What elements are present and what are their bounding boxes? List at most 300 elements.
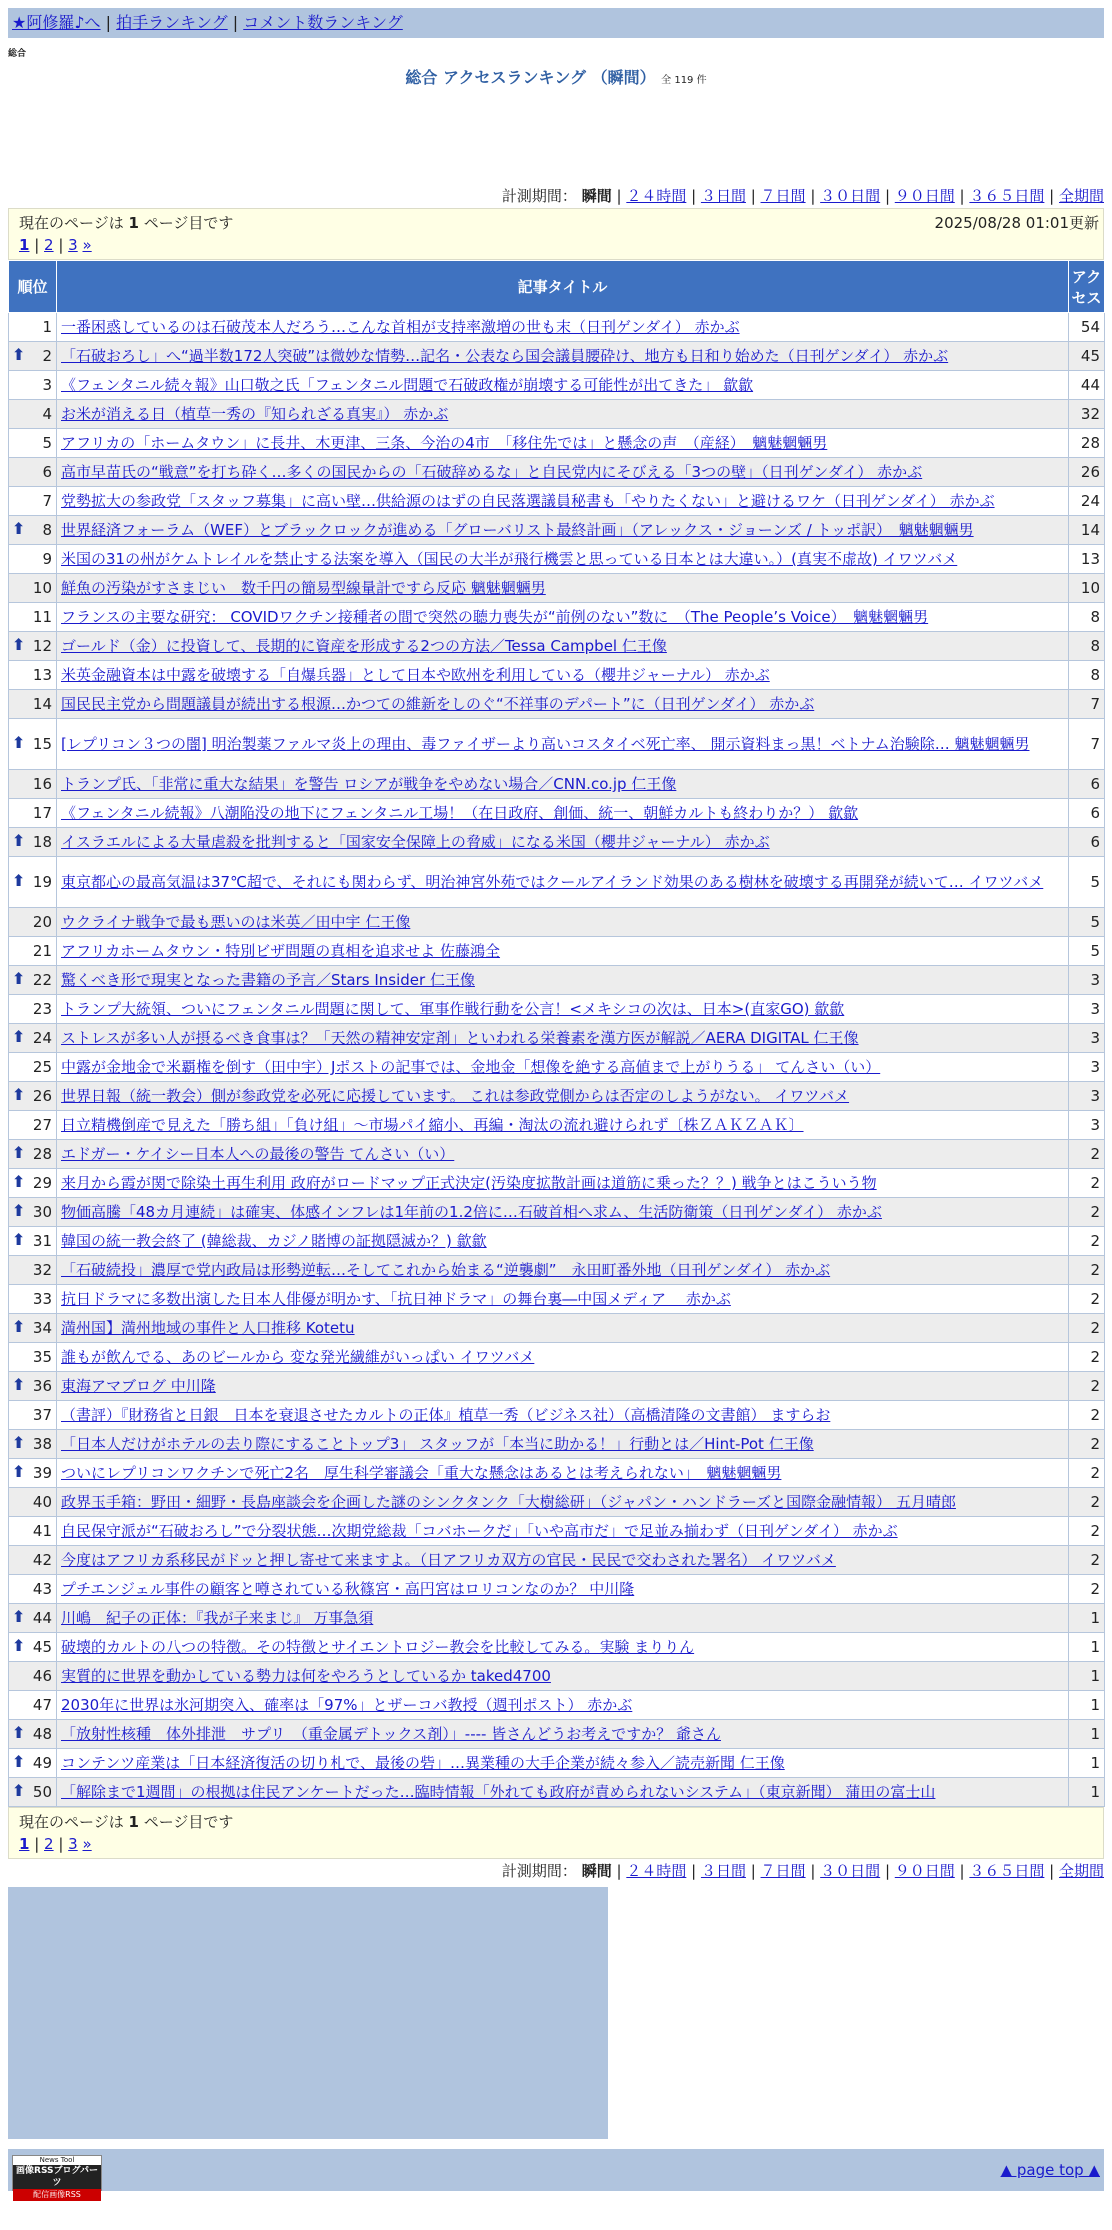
logo-line1: News Tool [39,2156,75,2164]
rank-number: 18 [32,833,52,851]
article-title-link[interactable]: 「石破続投」濃厚で党内政局は形勢逆転…そしてこれから始まる“逆襲劇” 永田町番外地（日刊ゲンダイ） 赤かぶ [61,1261,831,1279]
access-count: 1 [1069,1633,1105,1662]
access-count: 2 [1069,1488,1105,1517]
rank-number: 41 [32,1522,52,1540]
access-count: 2 [1069,1459,1105,1488]
access-count: 2 [1069,1430,1105,1459]
access-count: 44 [1069,371,1105,400]
rank-cell [9,1662,57,1691]
access-count: 3 [1069,966,1105,995]
article-title-link[interactable]: 《フェンタニル続々報》山口敬之氏「フェンタニル問題で石破政権が崩壊する可能性が出てきた」 歙歙 [61,376,754,394]
table-row [9,516,1105,545]
article-title-link[interactable]: 物価高騰「48カ月連続」は確実、体感インフレは1年前の1.2倍に…石破首相へ求ム、生活防衛策（日刊ゲンダイ） 赤かぶ [61,1203,882,1221]
title-cell [57,313,1069,342]
rank-number: 30 [32,1203,52,1221]
title-cell [57,458,1069,487]
title-cell [57,799,1069,828]
rank-cell [9,1633,57,1662]
access-count: 54 [1069,313,1105,342]
rank-cell [9,719,57,770]
table-row [9,908,1105,937]
title-cell [57,1720,1069,1749]
rank-number: 34 [32,1319,52,1337]
article-title-link[interactable]: 高市早苗氏の“戦意”を打ち砕く…多くの国民からの「石破辞めるな」と自民党内にそびえる「3つの壁」（日刊ゲンダイ） 赤かぶ [61,463,923,481]
rank-number: 35 [32,1348,52,1366]
table-row [9,342,1105,371]
article-title-link[interactable]: 米国の31の州がケムトレイルを禁止する法案を導入（国民の大半が飛行機雲と思っている日本とは大違い。）(真実不虚故) イワツバメ [61,550,958,568]
page-status-number: 1 [128,214,139,232]
access-count: 13 [1069,545,1105,574]
rank-cell [9,1488,57,1517]
updated-timestamp: 2025/08/28 01:01更新 [934,214,1099,232]
period-label: 計測期間： [501,1862,577,1880]
article-title-link[interactable]: お米が消える日（植草一秀の『知られざる真実』） 赤かぶ [61,405,449,423]
article-title-link[interactable]: 一番困惑しているのは石破茂本人だろう…こんな首相が支持率激増の世も末（日刊ゲンダイ） 赤かぶ [61,318,740,336]
period-selector-top [8,184,1104,208]
rank-cell [9,770,57,799]
access-count: 7 [1069,719,1105,770]
access-count: 2 [1069,1198,1105,1227]
article-title-link[interactable]: 国民民主党から問題議員が続出する根源…かつての維新をしのぐ“不祥事のデパート”に（日刊ゲンダイ） 赤かぶ [61,695,815,713]
access-count: 6 [1069,770,1105,799]
table-row [9,1053,1105,1082]
rank-number: 36 [32,1377,52,1395]
title-cell [57,828,1069,857]
table-row [9,1488,1105,1517]
page-links [19,234,1093,256]
title-cell [57,516,1069,545]
page-status [19,1811,1093,1833]
table-row [9,1198,1105,1227]
table-row [9,1575,1105,1604]
rank-number: 15 [32,735,52,753]
title-cell [57,1430,1069,1459]
up-arrow-icon: ⬆ [12,345,26,364]
table-row [9,371,1105,400]
up-arrow-icon: ⬆ [12,831,26,850]
table-row [9,545,1105,574]
table-row [9,1372,1105,1401]
period-separator: | [686,1862,701,1880]
access-count: 8 [1069,661,1105,690]
access-count: 1 [1069,1662,1105,1691]
access-count: 1 [1069,1691,1105,1720]
up-arrow-icon: ⬆ [12,1143,26,1162]
access-count: 26 [1069,458,1105,487]
rank-number: 29 [32,1174,52,1192]
article-title-link[interactable]: 米英金融資本は中露を破壊する「自爆兵器」として日本や欧州を利用している（櫻井ジャーナル） 赤かぶ [61,666,770,684]
article-title-link[interactable]: トランプ大統領、ついにフェンタニル問題に関して、軍事作戦行動を公言！<メキシコの次は、日本>(直家GO) 歙歙 [61,1000,845,1018]
table-row [9,770,1105,799]
period-separator: | [616,1862,627,1880]
page-links [19,1833,1093,1855]
title-cell [57,1662,1069,1691]
table-row [9,487,1105,516]
page-link[interactable]: 2 [44,1835,54,1853]
title-cell [57,1256,1069,1285]
rank-number: 33 [32,1290,52,1308]
period-link[interactable]: ２４時間 [626,1862,687,1880]
access-count: 5 [1069,937,1105,966]
period-separator: | [805,1862,821,1880]
rank-number: 19 [32,873,52,891]
table-row [9,1517,1105,1546]
article-title-link[interactable]: （書評）『財務省と日銀 日本を衰退させたカルトの正体』植草一秀（ビジネス社）（高橋清隆の文書館） ますらお [61,1406,831,1424]
article-title-link[interactable]: アフリカの「ホームタウン」に長井、木更津、三条、今治の4市 「移住先では」と懸念の声 （産経） 魑魅魍魎男 [61,434,828,452]
rank-cell [9,995,57,1024]
rank-number: 50 [32,1783,52,1801]
period-separator: | [880,1862,895,1880]
article-title-link[interactable]: コンテンツ産業は「日本経済復活の切り札で、最後の砦」…異業種の大手企業が続々参入／読売新聞 仁王像 [61,1754,785,1772]
table-row [9,1169,1105,1198]
rank-number: 38 [32,1435,52,1453]
period-links [617,187,1105,205]
category-label: 総合 [8,49,27,59]
rank-number: 16 [32,775,52,793]
rank-number: 10 [32,579,52,597]
rank-cell [9,1720,57,1749]
rank-cell [9,828,57,857]
rank-number: 39 [32,1464,52,1482]
rank-cell [9,1459,57,1488]
title-cell [57,1169,1069,1198]
table-row [9,1546,1105,1575]
title-cell [57,1517,1069,1546]
title-cell [57,770,1069,799]
period-separator: | [1044,187,1059,205]
next-page-link[interactable]: » [82,236,92,254]
rank-cell [9,313,57,342]
title-cell [57,1372,1069,1401]
article-title-link[interactable]: 東海アマブログ 中川隆 [61,1377,216,1395]
period-current: 瞬間 [581,1862,612,1880]
ad-space [8,92,1104,184]
access-count: 32 [1069,400,1105,429]
period-link[interactable]: ３６５日間 [969,1862,1045,1880]
period-link[interactable]: 全期間 [1058,1862,1104,1880]
article-title-link[interactable]: 「放射性核種 体外排泄 サプリ （重金属デトックス剤）」---- 皆さんどうお考えですか？ 爺さん [61,1725,721,1743]
up-arrow-icon: ⬆ [12,969,26,988]
article-title-link[interactable]: ゴールド（金）に投資して、長期的に資産を形成する2つの方法／Tessa Campbel 仁王像 [61,637,667,655]
rank-number: 47 [32,1696,52,1714]
access-count: 1 [1069,1749,1105,1778]
title-cell [57,1459,1069,1488]
page-link[interactable]: 3 [68,236,78,254]
table-row [9,1749,1105,1778]
article-title-link[interactable]: 「解除まで1週間」の根拠は住民アンケートだった…臨時情報「外れても政府が責められないシステム」（東京新聞） 蒲田の富士山 [61,1783,936,1801]
article-title-link[interactable]: 来月から霞が関で除染土再生利用 政府がロードマップ正式決定(汚染度拡散計画は道筋に乗った？？) 戦争とはこういう物 [61,1174,877,1192]
period-separator: | [745,1862,761,1880]
title-cell [57,1198,1069,1227]
period-link[interactable]: ２４時間 [626,187,687,205]
period-link[interactable]: ９０日間 [894,187,955,205]
title-cell [57,1778,1069,1807]
access-count: 6 [1069,799,1105,828]
article-title-link[interactable]: ストレスが多い人が摂るべき食事は？「天然の精神安定剤」といわれる栄養素を漢方医が解説／AERA DIGITAL 仁王像 [61,1029,859,1047]
rank-cell [9,371,57,400]
rank-cell [9,1024,57,1053]
page-link[interactable]: 2 [44,236,54,254]
article-title-link[interactable]: 自民保守派が“石破おろし”で分裂状態…次期党総裁「コバホークだ」「いや高市だ」で足並み揃わず（日刊ゲンダイ） 赤かぶ [61,1522,898,1540]
article-title-link[interactable]: 誰もが飲んでる、あのビールから 変な発光繊維がいっぱい イワツバメ [61,1348,535,1366]
column-header-title: 記事タイトル [57,261,1069,313]
page-link-current[interactable]: 1 [19,236,30,254]
page-separator: | [53,1835,69,1853]
side-ad-box [8,1887,608,2139]
table-row [9,313,1105,342]
table-row [9,1720,1105,1749]
title-cell [57,1749,1069,1778]
pager-top [8,208,1104,260]
access-count: 45 [1069,342,1105,371]
period-link[interactable]: ３６５日間 [969,187,1045,205]
nav-separator: | [105,13,112,32]
rank-cell [9,342,57,371]
article-title-link[interactable]: 抗日ドラマに多数出演した日本人俳優が明かす、「抗日神ドラマ」の舞台裏―中国メディア 赤かぶ [61,1290,731,1308]
page-title [8,64,1104,92]
title-cell [57,661,1069,690]
access-count: 10 [1069,574,1105,603]
title-cell [57,429,1069,458]
up-arrow-icon: ⬆ [12,1781,26,1800]
total-count: 全 119 件 [661,75,707,86]
rank-cell [9,1691,57,1720]
rank-number: 4 [42,405,52,423]
article-title-link[interactable]: 「石破おろし」へ“過半数172人突破”は微妙な情勢…記名・公表なら国会議員腰砕け、地方も日和り始めた（日刊ゲンダイ） 赤かぶ [61,347,949,365]
rank-cell [9,690,57,719]
article-title-link[interactable]: 驚くべき形で現実となった書籍の予言／Stars Insider 仁王像 [61,971,475,989]
rank-number: 14 [32,695,52,713]
table-row [9,1024,1105,1053]
article-title-link[interactable]: 今度はアフリカ系移民がドッと押し寄せて来ますよ。（日アフリカ双方の官民・民民で交わされた署名） イワツバメ [61,1551,836,1569]
period-link[interactable]: ３日間 [700,187,746,205]
rank-number: 21 [32,942,52,960]
column-header-rank: 順位 [9,261,57,313]
rank-number: 7 [42,492,52,510]
up-arrow-icon: ⬆ [12,1433,26,1452]
access-count: 3 [1069,1111,1105,1140]
rank-cell [9,458,57,487]
period-link[interactable]: ７日間 [760,187,806,205]
page-status-suffix: ページ目です [143,1813,234,1831]
article-title-link[interactable]: 破壊的カルトの八つの特徴。その特徴とサイエントロジー教会を比較してみる。実験 まりりん [61,1638,695,1656]
rank-cell [9,799,57,828]
title-cell [57,1604,1069,1633]
page-link[interactable]: 3 [68,1835,78,1853]
access-count: 2 [1069,1575,1105,1604]
period-separator: | [745,187,761,205]
rank-number: 3 [42,376,52,394]
page-link-current[interactable]: 1 [19,1835,30,1853]
title-cell [57,603,1069,632]
access-count: 3 [1069,1082,1105,1111]
period-separator: | [805,187,821,205]
up-arrow-icon: ⬆ [12,519,26,538]
rank-number: 8 [42,521,52,539]
table-row [9,603,1105,632]
period-link[interactable]: ３日間 [700,1862,746,1880]
article-title-link[interactable]: 韓国の統一教会終了 (韓総裁、カジノ賭博の証拠隠滅か？) 歙歙 [61,1232,487,1250]
access-count: 2 [1069,1314,1105,1343]
up-arrow-icon: ⬆ [12,1375,26,1394]
table-row [9,1604,1105,1633]
nav-separator: | [232,13,239,32]
page-separator: | [29,1835,45,1853]
page-status-number: 1 [128,1813,139,1831]
rank-cell [9,1256,57,1285]
title-cell [57,1575,1069,1604]
title-cell [57,908,1069,937]
table-row [9,1285,1105,1314]
rank-number: 32 [32,1261,52,1279]
article-title-link[interactable]: ついにレプリコンワクチンで死亡2名 厚生科学審議会「重大な懸念はあるとは考えられない」 魑魅魍魎男 [61,1464,782,1482]
page-status-prefix: 現在のページは [19,1813,124,1831]
access-count: 2 [1069,1372,1105,1401]
rank-cell [9,574,57,603]
table-row [9,1401,1105,1430]
table-row [9,828,1105,857]
rank-number: 1 [42,318,52,336]
title-cell [57,1343,1069,1372]
article-title-link[interactable]: 党勢拡大の参政党「スタッフ募集」に高い壁…供給源のはずの自民落選議員秘書も「やりたくない」と避けるワケ（日刊ゲンダイ） 赤かぶ [61,492,995,510]
title-cell [57,1546,1069,1575]
access-count: 1 [1069,1604,1105,1633]
access-count: 24 [1069,487,1105,516]
article-title-link[interactable]: 《フェンタニル続報》八潮陥没の地下にフェンタニル工場！（在日政府、創価、統一、朝鮮カルトも終わりか？） 歙歙 [61,804,859,822]
article-title-link[interactable]: 政界玉手箱：野田・細野・長島座談会を企画した謎のシンクタンク「大樹総研」（ジャパン・ハンドラーズと国際金融情報） 五月晴郎 [61,1493,956,1511]
rank-number: 12 [32,637,52,655]
rank-number: 24 [32,1029,52,1047]
column-header-access: アクセス [1069,261,1105,313]
article-title-link[interactable]: 満州国】満州地域の事件と人口推移 Kotetu [61,1319,355,1337]
period-separator: | [954,1862,970,1880]
table-row [9,966,1105,995]
rank-cell [9,937,57,966]
rank-number: 42 [32,1551,52,1569]
home-link[interactable]: ★阿修羅♪へ [12,13,101,32]
rank-number: 6 [42,463,52,481]
table-row [9,995,1105,1024]
title-cell [57,1691,1069,1720]
ranking-table-body [9,313,1105,1807]
period-separator: | [880,187,895,205]
article-title-link[interactable]: 世界日報（統一教会）側が参政党を必死に応援しています。 これは参政党側からは否定のしようがない。 イワツバメ [61,1087,850,1105]
article-title-link[interactable]: 「日本人だけがホテルの去り際にすることトップ3」 スタッフが「本当に助かる！」行動とは／Hint-Pot 仁王像 [61,1435,814,1453]
rank-number: 28 [32,1145,52,1163]
rank-cell [9,1546,57,1575]
table-row [9,1111,1105,1140]
article-title-link[interactable]: 世界経済フォーラム（WEF）とブラックロックが進める「グローバリスト最終計画」（アレックス・ジョーンズ / トッポ訳） 魑魅魍魎男 [61,521,974,539]
rank-cell [9,1314,57,1343]
title-cell [57,690,1069,719]
access-count: 5 [1069,857,1105,908]
access-count: 2 [1069,1546,1105,1575]
article-title-link[interactable]: 鮮魚の汚染がすさまじい 数千円の簡易型線量計ですら反応 魑魅魍魎男 [61,579,546,597]
applause-ranking-link[interactable]: 拍手ランキング [116,13,228,32]
rank-number: 27 [32,1116,52,1134]
article-title-link[interactable]: イスラエルによる大量虐殺を批判すると「国家安全保障上の脅威」になる米国（櫻井ジャーナル） 赤かぶ [61,833,770,851]
rank-number: 37 [32,1406,52,1424]
access-count: 7 [1069,690,1105,719]
article-title-link[interactable]: ウクライナ戦争で最も悪いのは米英／田中宇 仁王像 [61,913,411,931]
title-cell [57,1488,1069,1517]
rank-cell [9,857,57,908]
period-link[interactable]: ３０日間 [820,187,881,205]
rank-cell [9,966,57,995]
rank-number: 2 [42,347,52,365]
article-title-link[interactable]: 川嶋 紀子の正体：『我が子来まじ』 万事急須 [61,1609,374,1627]
rank-number: 46 [32,1667,52,1685]
rank-cell [9,1198,57,1227]
title-cell [57,995,1069,1024]
rank-number: 5 [42,434,52,452]
page-status [19,212,1093,234]
rank-cell [9,1169,57,1198]
rank-cell [9,1111,57,1140]
period-link[interactable]: ９０日間 [894,1862,955,1880]
footer-bar [8,2149,1104,2199]
rank-cell [9,1517,57,1546]
access-count: 2 [1069,1401,1105,1430]
rank-number: 25 [32,1058,52,1076]
period-links [617,1862,1105,1880]
news-tool-logo[interactable] [12,2155,102,2199]
article-title-link[interactable]: 2030年に世界は氷河期突入、確率は「97%」とザーコバ教授（週刊ポスト） 赤かぶ [61,1696,633,1714]
title-cell [57,1227,1069,1256]
article-title-link[interactable]: プチエンジェル事件の顧客と噂されている秋篠宮・高円宮はロリコンなのか？ 中川隆 [61,1580,635,1598]
comment-ranking-link[interactable]: コメント数ランキング [243,13,403,32]
table-row [9,1430,1105,1459]
article-title-link[interactable]: 東京都心の最高気温は37℃超で、それにも関わらず、明治神宮外苑ではクールアイランド効果のある樹林を破壊する再開発が続いて… イワツバメ [61,873,1044,891]
rank-number: 22 [32,971,52,989]
article-title-link[interactable]: フランスの主要な研究： COVIDワクチン接種者の間で突然の聴力喪失が“前例のない”数に （The People’s Voice） 魑魅魍魎男 [61,608,929,626]
article-title-link[interactable]: 日立精機倒産で見えた「勝ち組」「負け組」～市場パイ縮小、再編・淘汰の流れ避けられず〔株ＺＡＫＺＡＫ〕 [61,1116,804,1134]
rank-cell [9,516,57,545]
table-row [9,857,1105,908]
table-row [9,458,1105,487]
period-link[interactable]: ７日間 [760,1862,806,1880]
period-separator: | [954,187,970,205]
rank-number: 43 [32,1580,52,1598]
period-link[interactable]: 全期間 [1058,187,1104,205]
rank-cell [9,487,57,516]
page-top-link[interactable]: ▲ page top ▲ [1000,2161,1100,2179]
article-title-link[interactable]: 実質的に世界を動かしている勢力は何をやろうとしているか taked4700 [61,1667,551,1685]
rank-cell [9,400,57,429]
period-link[interactable]: ３０日間 [820,1862,881,1880]
rank-cell [9,632,57,661]
article-title-link[interactable]: アフリカホームタウン・特別ビザ問題の真相を追求せよ 佐藤鴻全 [61,942,501,960]
title-cell [57,1140,1069,1169]
article-title-link[interactable]: エドガー・ケイシー日本人への最後の警告 てんさい（い） [61,1145,455,1163]
rank-cell [9,661,57,690]
title-cell [57,545,1069,574]
table-row [9,937,1105,966]
article-title-link[interactable]: [レプリコン３つの闇] 明治製薬ファルマ炎上の理由、毒ファイザーより高いコスタイベ死亡率、 開示資料まっ黒！ベトナム治験除… 魑魅魍魎男 [61,735,1030,753]
next-page-link[interactable]: » [82,1835,92,1853]
up-arrow-icon: ⬆ [12,1172,26,1191]
period-current: 瞬間 [581,187,612,205]
access-count: 28 [1069,429,1105,458]
period-separator: | [1044,1862,1059,1880]
rank-cell [9,908,57,937]
article-title-link[interactable]: 中露が金地金で米覇権を倒す（田中宇）Jポストの記事では、金地金「想像を絶する高値まで上がりうる」 てんさい（い） [61,1058,881,1076]
table-row [9,632,1105,661]
table-row [9,429,1105,458]
article-title-link[interactable]: トランプ氏、「非常に重大な結果」を警告 ロシアが戦争をやめない場合／CNN.co.jp 仁王像 [61,775,677,793]
rank-cell [9,1575,57,1604]
table-row [9,574,1105,603]
